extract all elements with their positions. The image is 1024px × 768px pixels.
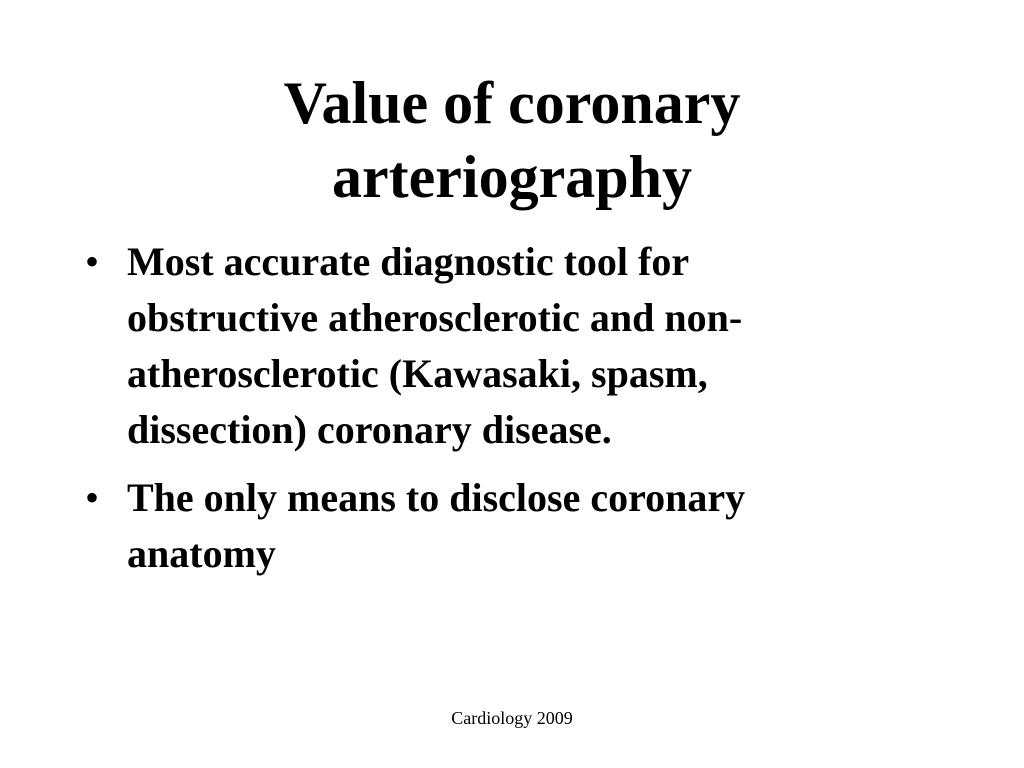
slide-footer: Cardiology 2009 [451,708,573,728]
bullet-line: Most accurate diagnostic tool for [127,239,690,284]
bullet-line: The only means to disclose coronary [127,475,746,520]
bullet-item [85,470,885,582]
bullet-text [127,470,885,582]
bullet-text [127,234,885,458]
bullet-line: atherosclerotic (Kawasaki, spasm, [127,351,708,396]
bullet-item [85,234,885,458]
bullet-list [85,234,885,594]
bullet-icon: • [85,239,100,284]
slide-title [180,66,844,214]
bullet-icon: • [85,475,100,520]
bullet-line: obstructive atherosclerotic and non- [127,295,743,340]
bullet-line: anatomy [127,531,276,576]
title-line: Value of coronary [283,70,741,136]
bullet-line: dissection) coronary disease. [127,407,612,452]
title-line: arteriography [332,144,692,210]
